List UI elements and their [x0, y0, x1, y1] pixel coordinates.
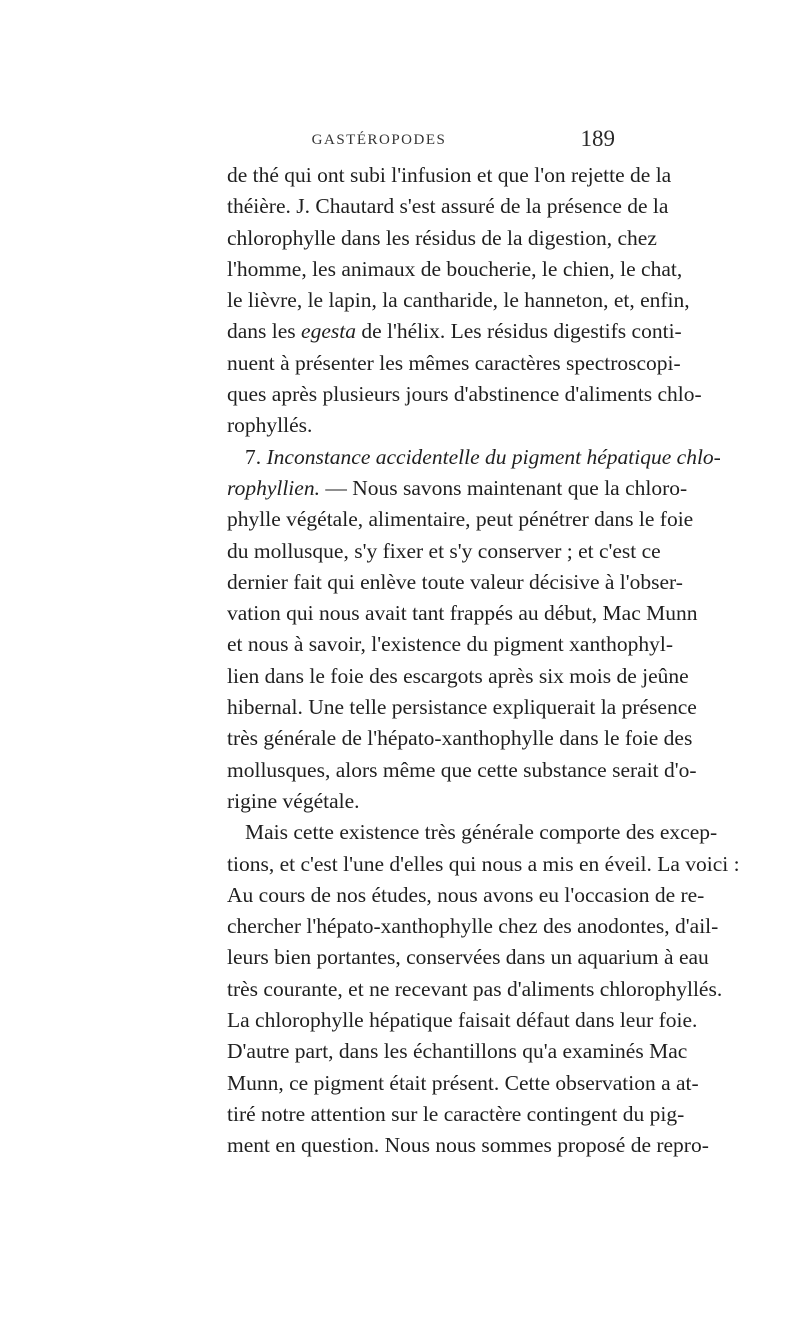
text-line: et nous à savoir, l'existence du pigment xanthophyl-	[227, 632, 674, 657]
text-line: ment en question. Nous nous sommes proposé de repro-	[227, 1133, 709, 1158]
text-line: phylle végétale, alimentaire, peut pénétrer dans le foie	[227, 507, 694, 532]
text-line: tiré notre attention sur le caractère contingent du pig-	[227, 1101, 685, 1126]
text-line: chlorophylle dans les résidus de la digestion, chez	[227, 225, 657, 250]
text-fragment: dans les	[227, 319, 302, 344]
text-line: le lièvre, le lapin, la cantharide, le hanneton, et, enfin,	[227, 288, 690, 313]
text-line: Mais cette existence très générale comporte des excep-	[245, 820, 718, 845]
page-number: 189	[580, 126, 615, 151]
text-line: de thé qui ont subi l'infusion et que l'on rejette de la	[227, 163, 672, 187]
running-title: GASTÉROPODES	[311, 132, 447, 148]
text-line: leurs bien portantes, conservées dans un aquarium à eau	[227, 945, 709, 970]
section-title: Inconstance accidentelle du pigment hépatique chlo-	[266, 444, 721, 469]
text-line: Munn, ce pigment était présent. Cette observation a at-	[227, 1070, 699, 1095]
text-line: très générale de l'hépato-xanthophylle dans le foie des	[227, 726, 693, 751]
text-line: tions, et c'est l'une d'elles qui nous a mis en éveil. La voici :	[227, 851, 740, 876]
text-line: rophyllés.	[227, 413, 313, 438]
text-fragment: — Nous savons maintenant que la chloro-	[319, 475, 688, 500]
section-title-end: rophyllien.	[227, 475, 320, 500]
text-line: La chlorophylle hépatique faisait défaut dans leur foie.	[227, 1008, 698, 1033]
text-line: ques après plusieurs jours d'abstinence d'aliments chlo-	[227, 382, 702, 407]
text-line: très courante, et ne recevant pas d'aliments chlorophyllés.	[227, 976, 723, 1001]
text-fragment: de l'hélix. Les résidus digestifs conti-	[355, 319, 682, 344]
text-line	[227, 473, 688, 504]
text-line: l'homme, les animaux de boucherie, le chien, le chat,	[227, 256, 683, 281]
text-line: chercher l'hépato-xanthophylle chez des anodontes, d'ail-	[227, 914, 719, 939]
body-text	[227, 160, 740, 1162]
text-line: rigine végétale.	[227, 788, 360, 813]
text-line: mollusques, alors même que cette substance serait d'o-	[227, 757, 697, 782]
italic-term: egesta	[301, 319, 356, 344]
text-line: vation qui nous avait tant frappés au début, Mac Munn	[227, 601, 698, 626]
running-head	[229, 128, 615, 156]
text-line: théière. J. Chautard s'est assuré de la présence de la	[227, 194, 669, 219]
text-line: D'autre part, dans les échantillons qu'a examinés Mac	[227, 1039, 688, 1064]
section-heading-line	[227, 442, 721, 473]
text-line: hibernal. Une telle persistance expliquerait la présence	[227, 695, 697, 720]
text-line: nuent à présenter les mêmes caractères spectroscopi-	[227, 350, 681, 375]
text-line: du mollusque, s'y fixer et s'y conserver ; et c'est ce	[227, 538, 661, 563]
text-line: lien dans le foie des escargots après six mois de jeûne	[227, 663, 689, 688]
section-number: 7.	[245, 444, 267, 469]
text-line: Au cours de nos études, nous avons eu l'occasion de re-	[227, 882, 705, 907]
text-line	[227, 316, 682, 347]
text-line: dernier fait qui enlève toute valeur décisive à l'obser-	[227, 569, 683, 594]
